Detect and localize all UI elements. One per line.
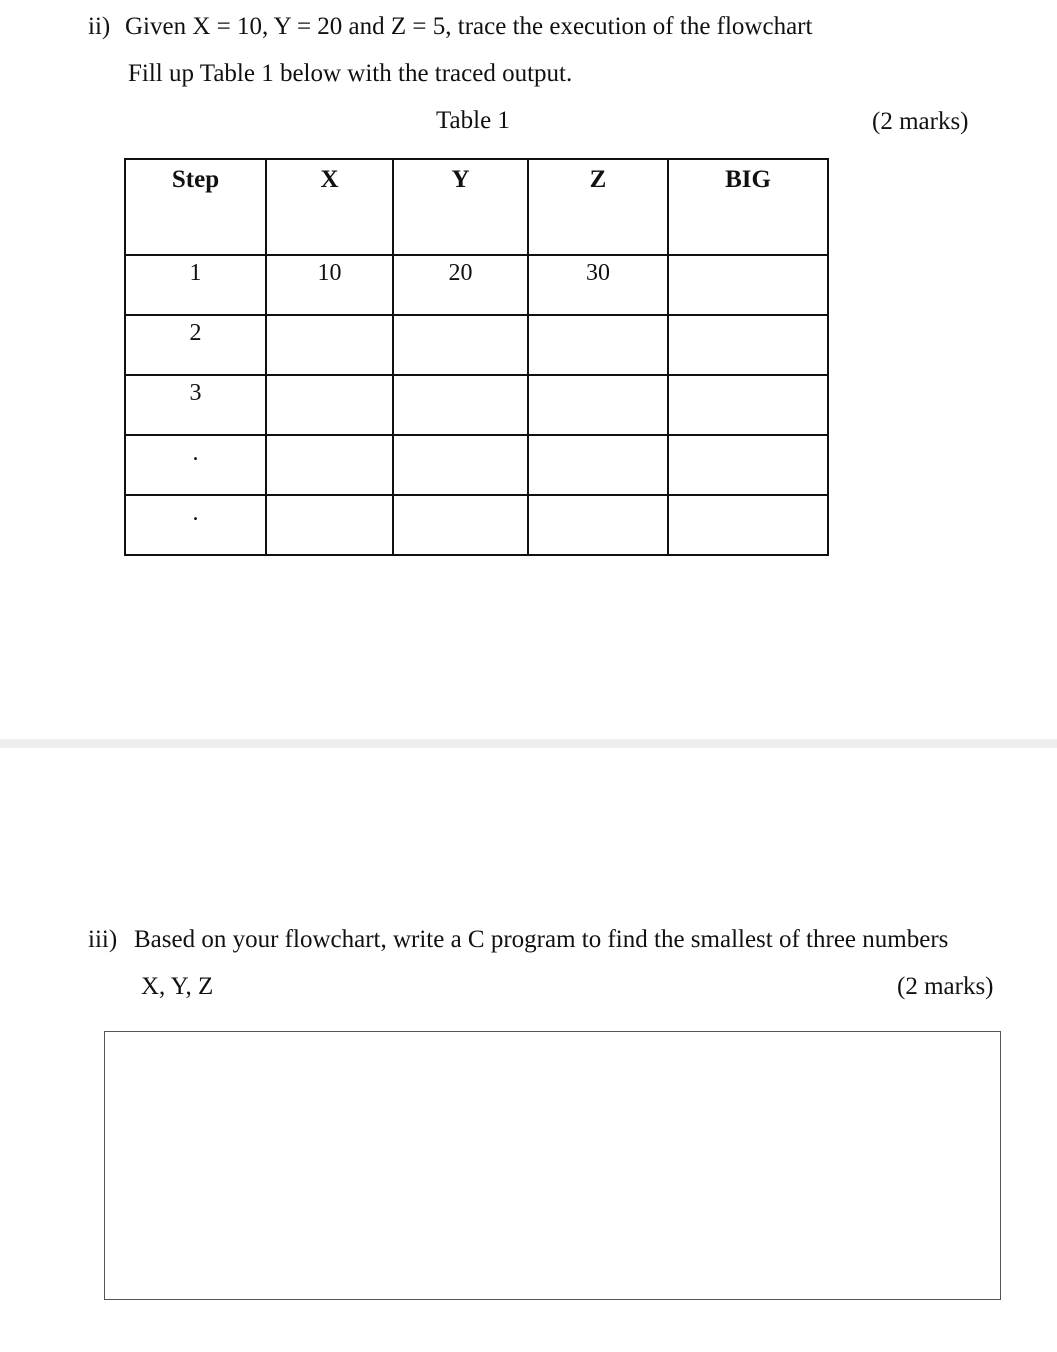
table-row xyxy=(125,375,828,435)
cell-step: 3 xyxy=(125,375,266,435)
cell-x xyxy=(266,375,393,435)
cell-step: 1 xyxy=(125,255,266,315)
question-iii-marks: (2 marks) xyxy=(897,973,994,1000)
cell-y: 20 xyxy=(393,255,528,315)
trace-table xyxy=(124,158,829,556)
table-row xyxy=(125,315,828,375)
question-ii-text: Given X = 10, Y = 20 and Z = 5, trace the execution of the flowchart xyxy=(125,13,813,40)
table-row xyxy=(125,495,828,555)
cell-y xyxy=(393,495,528,555)
cell-big xyxy=(668,255,828,315)
cell-big xyxy=(668,495,828,555)
cell-big xyxy=(668,375,828,435)
table-header-row xyxy=(125,159,828,255)
cell-z xyxy=(528,315,668,375)
question-ii-marks: (2 marks) xyxy=(872,108,969,135)
cell-x xyxy=(266,435,393,495)
page-divider xyxy=(0,739,1057,748)
cell-z xyxy=(528,375,668,435)
header-big: BIG xyxy=(668,159,828,255)
cell-step: 2 xyxy=(125,315,266,375)
cell-big xyxy=(668,435,828,495)
question-iii-continuation: X, Y, Z xyxy=(141,973,214,1000)
table-row xyxy=(125,435,828,495)
cell-y xyxy=(393,315,528,375)
cell-x xyxy=(266,315,393,375)
cell-z xyxy=(528,435,668,495)
cell-z: 30 xyxy=(528,255,668,315)
answer-box[interactable] xyxy=(104,1031,1001,1300)
header-x: X xyxy=(266,159,393,255)
cell-step: . xyxy=(125,495,266,555)
cell-z xyxy=(528,495,668,555)
cell-step: . xyxy=(125,435,266,495)
cell-y xyxy=(393,375,528,435)
question-ii-instruction: Fill up Table 1 below with the traced output. xyxy=(128,60,573,87)
table-row xyxy=(125,255,828,315)
table-caption: Table 1 xyxy=(436,107,510,134)
question-iii-text: Based on your flowchart, write a C program to find the smallest of three numbers xyxy=(134,926,949,953)
header-z: Z xyxy=(528,159,668,255)
question-ii-number: ii) xyxy=(88,13,111,40)
question-iii-number: iii) xyxy=(88,926,118,953)
cell-x: 10 xyxy=(266,255,393,315)
cell-x xyxy=(266,495,393,555)
header-y: Y xyxy=(393,159,528,255)
header-step: Step xyxy=(125,159,266,255)
cell-y xyxy=(393,435,528,495)
cell-big xyxy=(668,315,828,375)
